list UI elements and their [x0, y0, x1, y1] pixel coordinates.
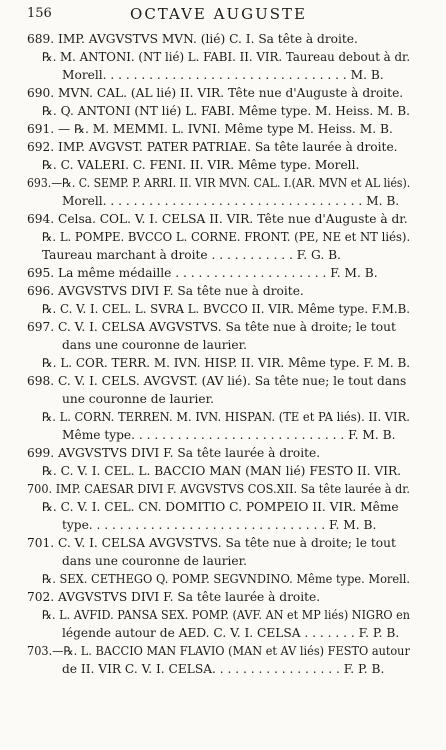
- text-line: [0, 480, 446, 498]
- text-line: [0, 30, 446, 48]
- page-number: 156: [27, 6, 52, 21]
- catalogue-entries: [0, 30, 446, 678]
- line-text: ℞. L. COR. TERR. M. IVN. HISP. II. VIR. Même type. F. M. B.: [42, 356, 411, 370]
- line-text: 692. IMP. AVGVST. PATER PATRIAE. Sa tête laurée à droite.: [27, 140, 398, 154]
- page-header: [27, 3, 410, 23]
- text-line: [0, 246, 446, 264]
- text-line: [0, 624, 446, 642]
- text-line: [0, 192, 446, 210]
- line-text: de II. VIR C. V. I. CELSA. . . . . . . . . . . . . . . . . F. P. B.: [62, 662, 385, 676]
- text-line: [0, 588, 446, 606]
- line-text: dans une couronne de laurier.: [62, 554, 247, 568]
- line-text: type. . . . . . . . . . . . . . . . . . . . . . . . . . . . . . . F. M. B.: [62, 518, 377, 532]
- text-line: [0, 372, 446, 390]
- text-line: [0, 300, 446, 318]
- text-line: [0, 138, 446, 156]
- line-text: ℞. C. VALERI. C. FENI. II. VIR. Même type. Morell.: [42, 158, 360, 172]
- text-line: [0, 282, 446, 300]
- text-line: [0, 462, 446, 480]
- line-text: légende autour de AED. C. V. I. CELSA . . . . . . . F. P. B.: [62, 626, 400, 640]
- line-text: dans une couronne de laurier.: [62, 338, 247, 352]
- text-line: [0, 408, 446, 426]
- text-line: [0, 228, 446, 246]
- line-text: 694. Celsa. COL. V. I. CELSA II. VIR. Tête nue d'Auguste à dr.: [27, 212, 408, 226]
- line-text: 689. IMP. AVGVSTVS MVN. (lié) C. I. Sa tête à droite.: [27, 32, 358, 46]
- line-text: ℞. L. CORN. TERREN. M. IVN. HISPAN. (TE et PA liés). II. VIR.: [42, 410, 410, 424]
- line-text: 698. C. V. I. CELS. AVGVST. (AV lié). Sa tête nue; le tout dans: [27, 374, 407, 388]
- text-line: [0, 444, 446, 462]
- line-text: Même type. . . . . . . . . . . . . . . . . . . . . . . . . . . . F. M. B.: [62, 428, 396, 442]
- line-text: 697. C. V. I. CELSA AVGVSTVS. Sa tête nue à droite; le tout: [27, 320, 396, 334]
- text-line: [0, 606, 446, 624]
- text-line: [0, 66, 446, 84]
- text-line: [0, 534, 446, 552]
- text-line: [0, 84, 446, 102]
- text-line: [0, 210, 446, 228]
- line-text: ℞. L. POMPE. BVCCO L. CORNE. FRONT. (PE, NE et NT liés).: [42, 230, 411, 244]
- line-text: ℞. C. V. I. CEL. L. SVRA L. BVCCO II. VIR. Même type. F.M.B.: [42, 302, 410, 316]
- line-text: 703.—℞. L. BACCIO MAN FLAVIO (MAN et AV liés) FESTO autour: [27, 644, 410, 658]
- text-line: [0, 48, 446, 66]
- line-text: 693.—℞. C. SEMP. P. ARRI. II. VIR MVN. CAL. I.(AR. MVN et AL liés).: [27, 176, 411, 190]
- text-line: [0, 354, 446, 372]
- text-line: [0, 570, 446, 588]
- line-text: 702. AVGVSTVS DIVI F. Sa tête laurée à droite.: [27, 590, 321, 604]
- running-title: OCTAVE AUGUSTE: [130, 5, 307, 23]
- text-line: [0, 642, 446, 660]
- line-text: Taureau marchant à droite . . . . . . . . . . . F. G. B.: [42, 248, 341, 262]
- text-line: [0, 264, 446, 282]
- line-text: ℞. C. V. I. CEL. L. BACCIO MAN (MAN lié) FESTO II. VIR.: [42, 464, 402, 478]
- text-line: [0, 174, 446, 192]
- line-text: 701. C. V. I. CELSA AVGVSTVS. Sa tête nue à droite; le tout: [27, 536, 396, 550]
- line-text: une couronne de laurier.: [62, 392, 214, 406]
- line-text: ℞. SEX. CETHEGO Q. POMP. SEGVNDINO. Même type. Morell.: [42, 572, 411, 586]
- line-text: 700. IMP. CAESAR DIVI F. AVGVSTVS COS.XII. Sa tête laurée à dr.: [27, 482, 411, 496]
- line-text: ℞. Q. ANTONI (NT lié) L. FABI. Même type. M. Heiss. M. B.: [42, 104, 411, 118]
- line-text: Morell. . . . . . . . . . . . . . . . . . . . . . . . . . . . . . . . . . M. B.: [62, 194, 400, 208]
- line-text: 699. AVGVSTVS DIVI F. Sa tête laurée à droite.: [27, 446, 321, 460]
- text-line: [0, 318, 446, 336]
- line-text: ℞. M. ANTONI. (NT lié) L. FABI. II. VIR. Taureau debout à dr.: [42, 50, 411, 64]
- line-text: ℞. C. V. I. CEL. CN. DOMITIO C. POMPEIO II. VIR. Même: [42, 500, 399, 514]
- line-text: ℞. L. AVFID. PANSA SEX. POMP. (AVF. AN et MP liés) NIGRO en: [42, 608, 410, 622]
- text-line: [0, 426, 446, 444]
- line-text: 691. — ℞. M. MEMMI. L. IVNI. Même type M. Heiss. M. B.: [27, 122, 393, 136]
- line-text: 695. La même médaille . . . . . . . . . . . . . . . . . . . . F. M. B.: [27, 266, 378, 280]
- text-line: [0, 156, 446, 174]
- text-line: [0, 660, 446, 678]
- line-text: Morell. . . . . . . . . . . . . . . . . . . . . . . . . . . . . . . . M. B.: [62, 68, 384, 82]
- text-line: [0, 516, 446, 534]
- text-line: [0, 498, 446, 516]
- text-line: [0, 120, 446, 138]
- text-line: [0, 552, 446, 570]
- text-line: [0, 390, 446, 408]
- text-line: [0, 336, 446, 354]
- text-line: [0, 102, 446, 120]
- line-text: 690. MVN. CAL. (AL lié) II. VIR. Tête nue d'Auguste à droite.: [27, 86, 404, 100]
- line-text: 696. AVGVSTVS DIVI F. Sa tête nue à droite.: [27, 284, 304, 298]
